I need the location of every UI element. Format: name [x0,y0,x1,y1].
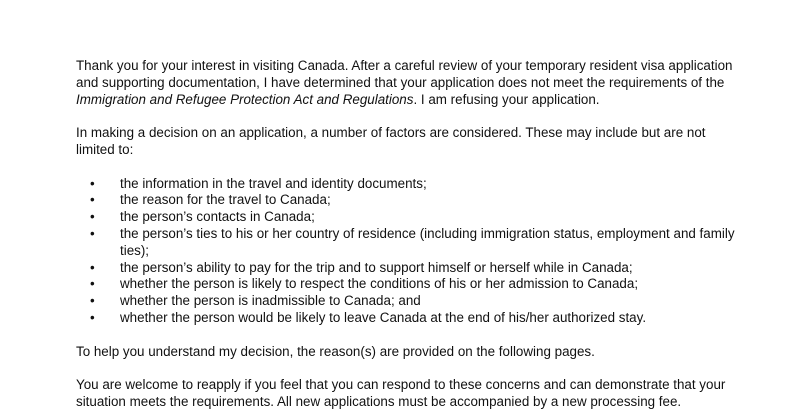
bullet-icon: • [90,293,95,309]
refusal-text-end: . I am refusing your application. [413,91,600,107]
bullet-icon: • [90,259,95,275]
reasons-paragraph: To help you understand my decision, the reason(s) are provided on the following pages. [76,343,595,359]
bullet-icon: • [90,209,95,225]
bullet-icon: • [90,225,95,241]
list-item [76,226,736,260]
act-title: Immigration and Refugee Protection Act and Regulations [76,91,414,107]
list-item [76,176,736,193]
list-item-text: whether the person is inadmissible to Canada; and [120,293,421,309]
list-item-text: the person’s ties to his or her country of residence (including immigration status, employment and family ties); [120,225,735,258]
refusal-paragraph [76,58,736,108]
list-item [76,192,736,209]
factors-intro-paragraph: In making a decision on an application, a number of factors are considered. These may include but are not limited to: [76,125,706,157]
list-item [76,310,736,327]
bullet-icon: • [90,276,95,292]
list-item [76,260,736,277]
refusal-text-start: Thank you for your interest in visiting Canada. After a careful review of your temporary resident visa application and supporting documentation, I have determined that your application does not meet the requirements of the [76,58,733,90]
list-item [76,276,736,293]
letter-body [76,58,736,411]
list-item-text: whether the person would be likely to leave Canada at the end of his/her authorized stay. [120,309,647,325]
list-item-text: the person’s ability to pay for the trip and to support himself or herself while in Canada; [120,259,633,275]
reapply-paragraph: You are welcome to reapply if you feel that you can respond to these concerns and can demonstrate that your situation meets the requirements. All new applications must be accompanied by a new processing fee. [76,377,726,409]
bullet-icon: • [90,309,95,325]
bullet-icon: • [90,192,95,208]
factors-list [76,176,736,327]
list-item [76,293,736,310]
list-item-text: whether the person is likely to respect the conditions of his or her admission to Canada; [120,276,639,292]
list-item-text: the reason for the travel to Canada; [120,192,331,208]
list-item-text: the person’s contacts in Canada; [120,209,315,225]
list-item [76,209,736,226]
list-item-text: the information in the travel and identity documents; [120,175,427,191]
bullet-icon: • [90,175,95,191]
